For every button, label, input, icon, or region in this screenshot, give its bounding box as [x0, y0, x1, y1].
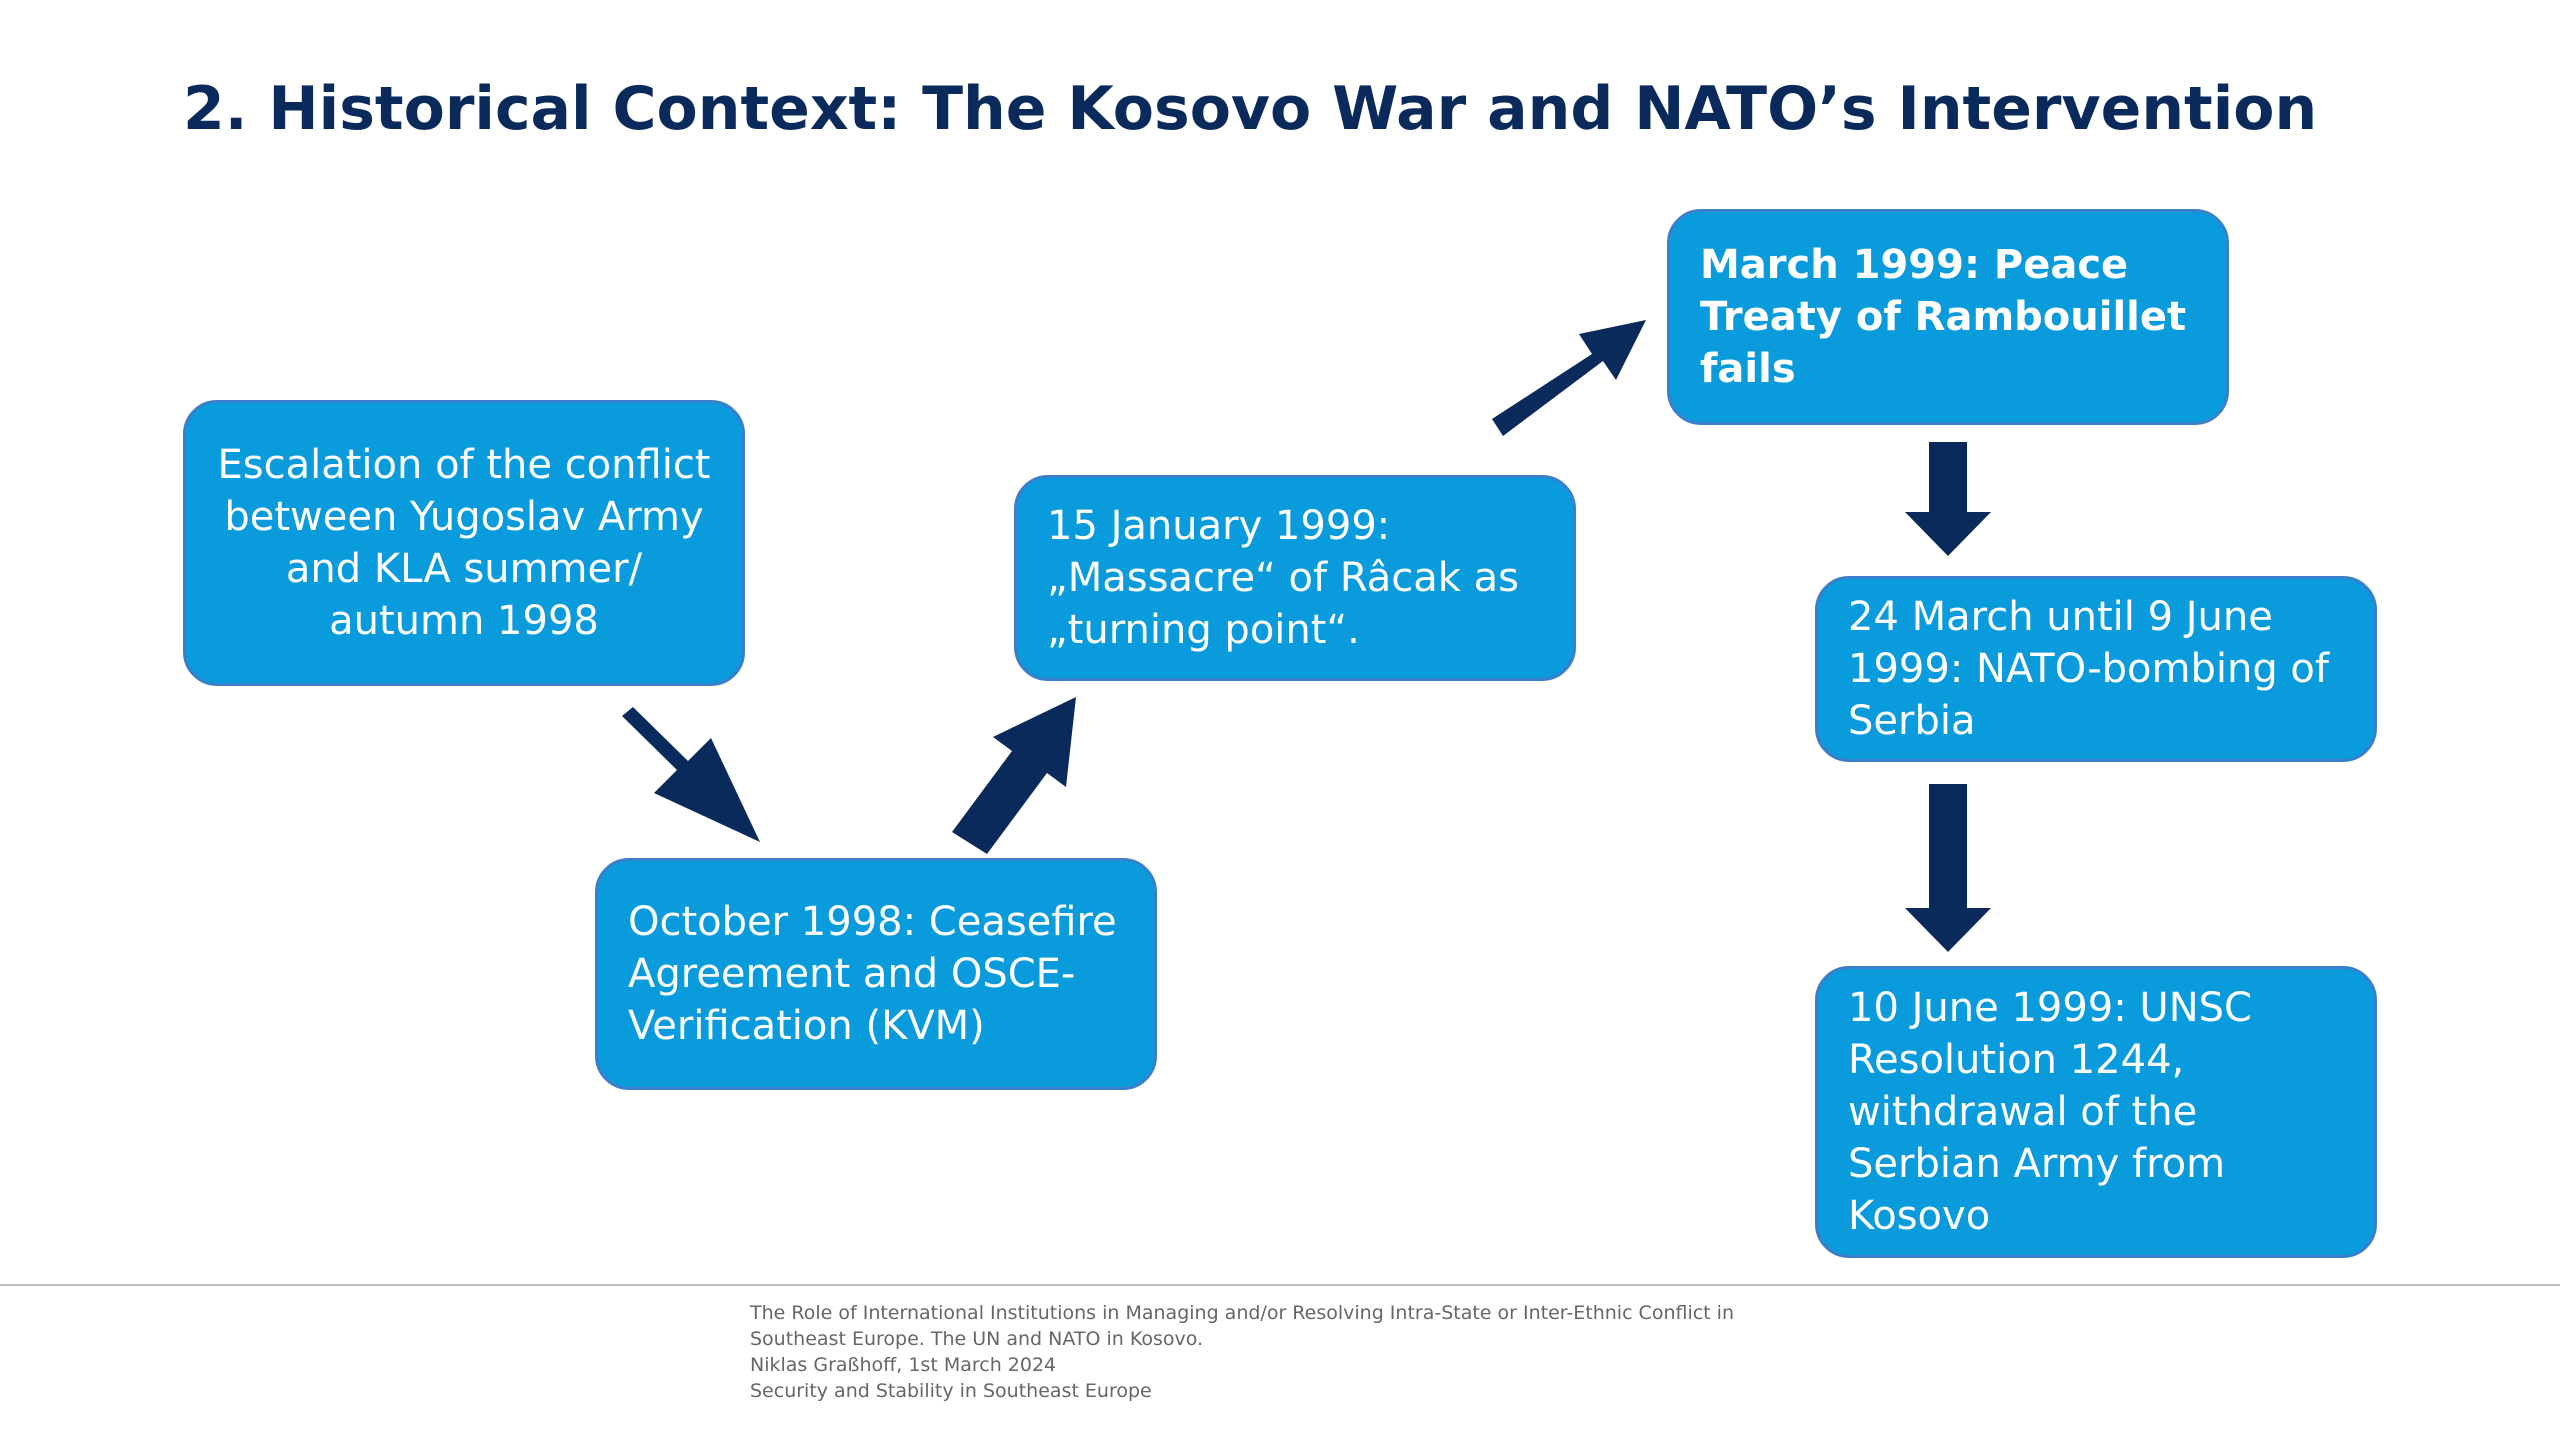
arrow-rambouillet-to-bombing [1905, 442, 1991, 556]
box-line: „turning point“. [1047, 607, 1360, 653]
box-line: Verification (KVM) [628, 1003, 985, 1049]
timeline-box-unsc-resolution [1815, 966, 2377, 1258]
arrow-racak-to-rambouillet [1492, 320, 1646, 436]
timeline-box-rambouillet [1667, 209, 2229, 425]
footer-line: Security and Stability in Southeast Europe [750, 1380, 1152, 1402]
box-line: and KLA summer/ [285, 546, 643, 592]
box-line: „Massacre“ of Râcak as [1047, 555, 1519, 601]
slide-title: 2. Historical Context: The Kosovo War and NATO’s Intervention [183, 74, 2318, 144]
box-line: 10 June 1999: UNSC [1848, 985, 2252, 1031]
arrow-bombing-to-resolution [1905, 784, 1991, 952]
box-line: Treaty of Rambouillet [1700, 294, 2187, 340]
box-line: Serbia [1848, 698, 1976, 744]
box-line: fails [1700, 346, 1796, 392]
box-line: Agreement and OSCE- [628, 951, 1076, 997]
footer-line: Niklas Graßhoff, 1st March 2024 [750, 1354, 1057, 1376]
box-line: 1999: NATO-bombing of [1848, 646, 2329, 692]
box-line: October 1998: Ceasefire [628, 899, 1117, 945]
arrow-escalation-to-ceasefire [622, 707, 760, 842]
box-line: March 1999: Peace [1700, 242, 2129, 288]
box-line: autumn 1998 [329, 598, 599, 644]
box-line: withdrawal of the [1848, 1089, 2198, 1135]
footer-divider [0, 1284, 2560, 1286]
box-line: Escalation of the conflict [217, 442, 711, 488]
timeline-box-escalation [183, 400, 745, 686]
box-line: Kosovo [1848, 1193, 1991, 1239]
timeline-box-racak [1014, 475, 1576, 681]
box-line: Serbian Army from [1848, 1141, 2226, 1187]
footer-text [750, 1300, 1734, 1404]
arrow-ceasefire-to-racak [952, 697, 1076, 854]
timeline-box-ceasefire [595, 858, 1157, 1090]
footer-line: The Role of International Institutions in Managing and/or Resolving Intra-State or Inter-Ethnic Conflict in [750, 1302, 1734, 1324]
box-line: Resolution 1244, [1848, 1037, 2185, 1083]
box-line: 15 January 1999: [1047, 503, 1391, 549]
footer-line: Southeast Europe. The UN and NATO in Kosovo. [750, 1328, 1204, 1350]
timeline-box-nato-bombing [1815, 576, 2377, 762]
box-line: between Yugoslav Army [224, 494, 704, 540]
box-line: 24 March until 9 June [1848, 594, 2273, 640]
